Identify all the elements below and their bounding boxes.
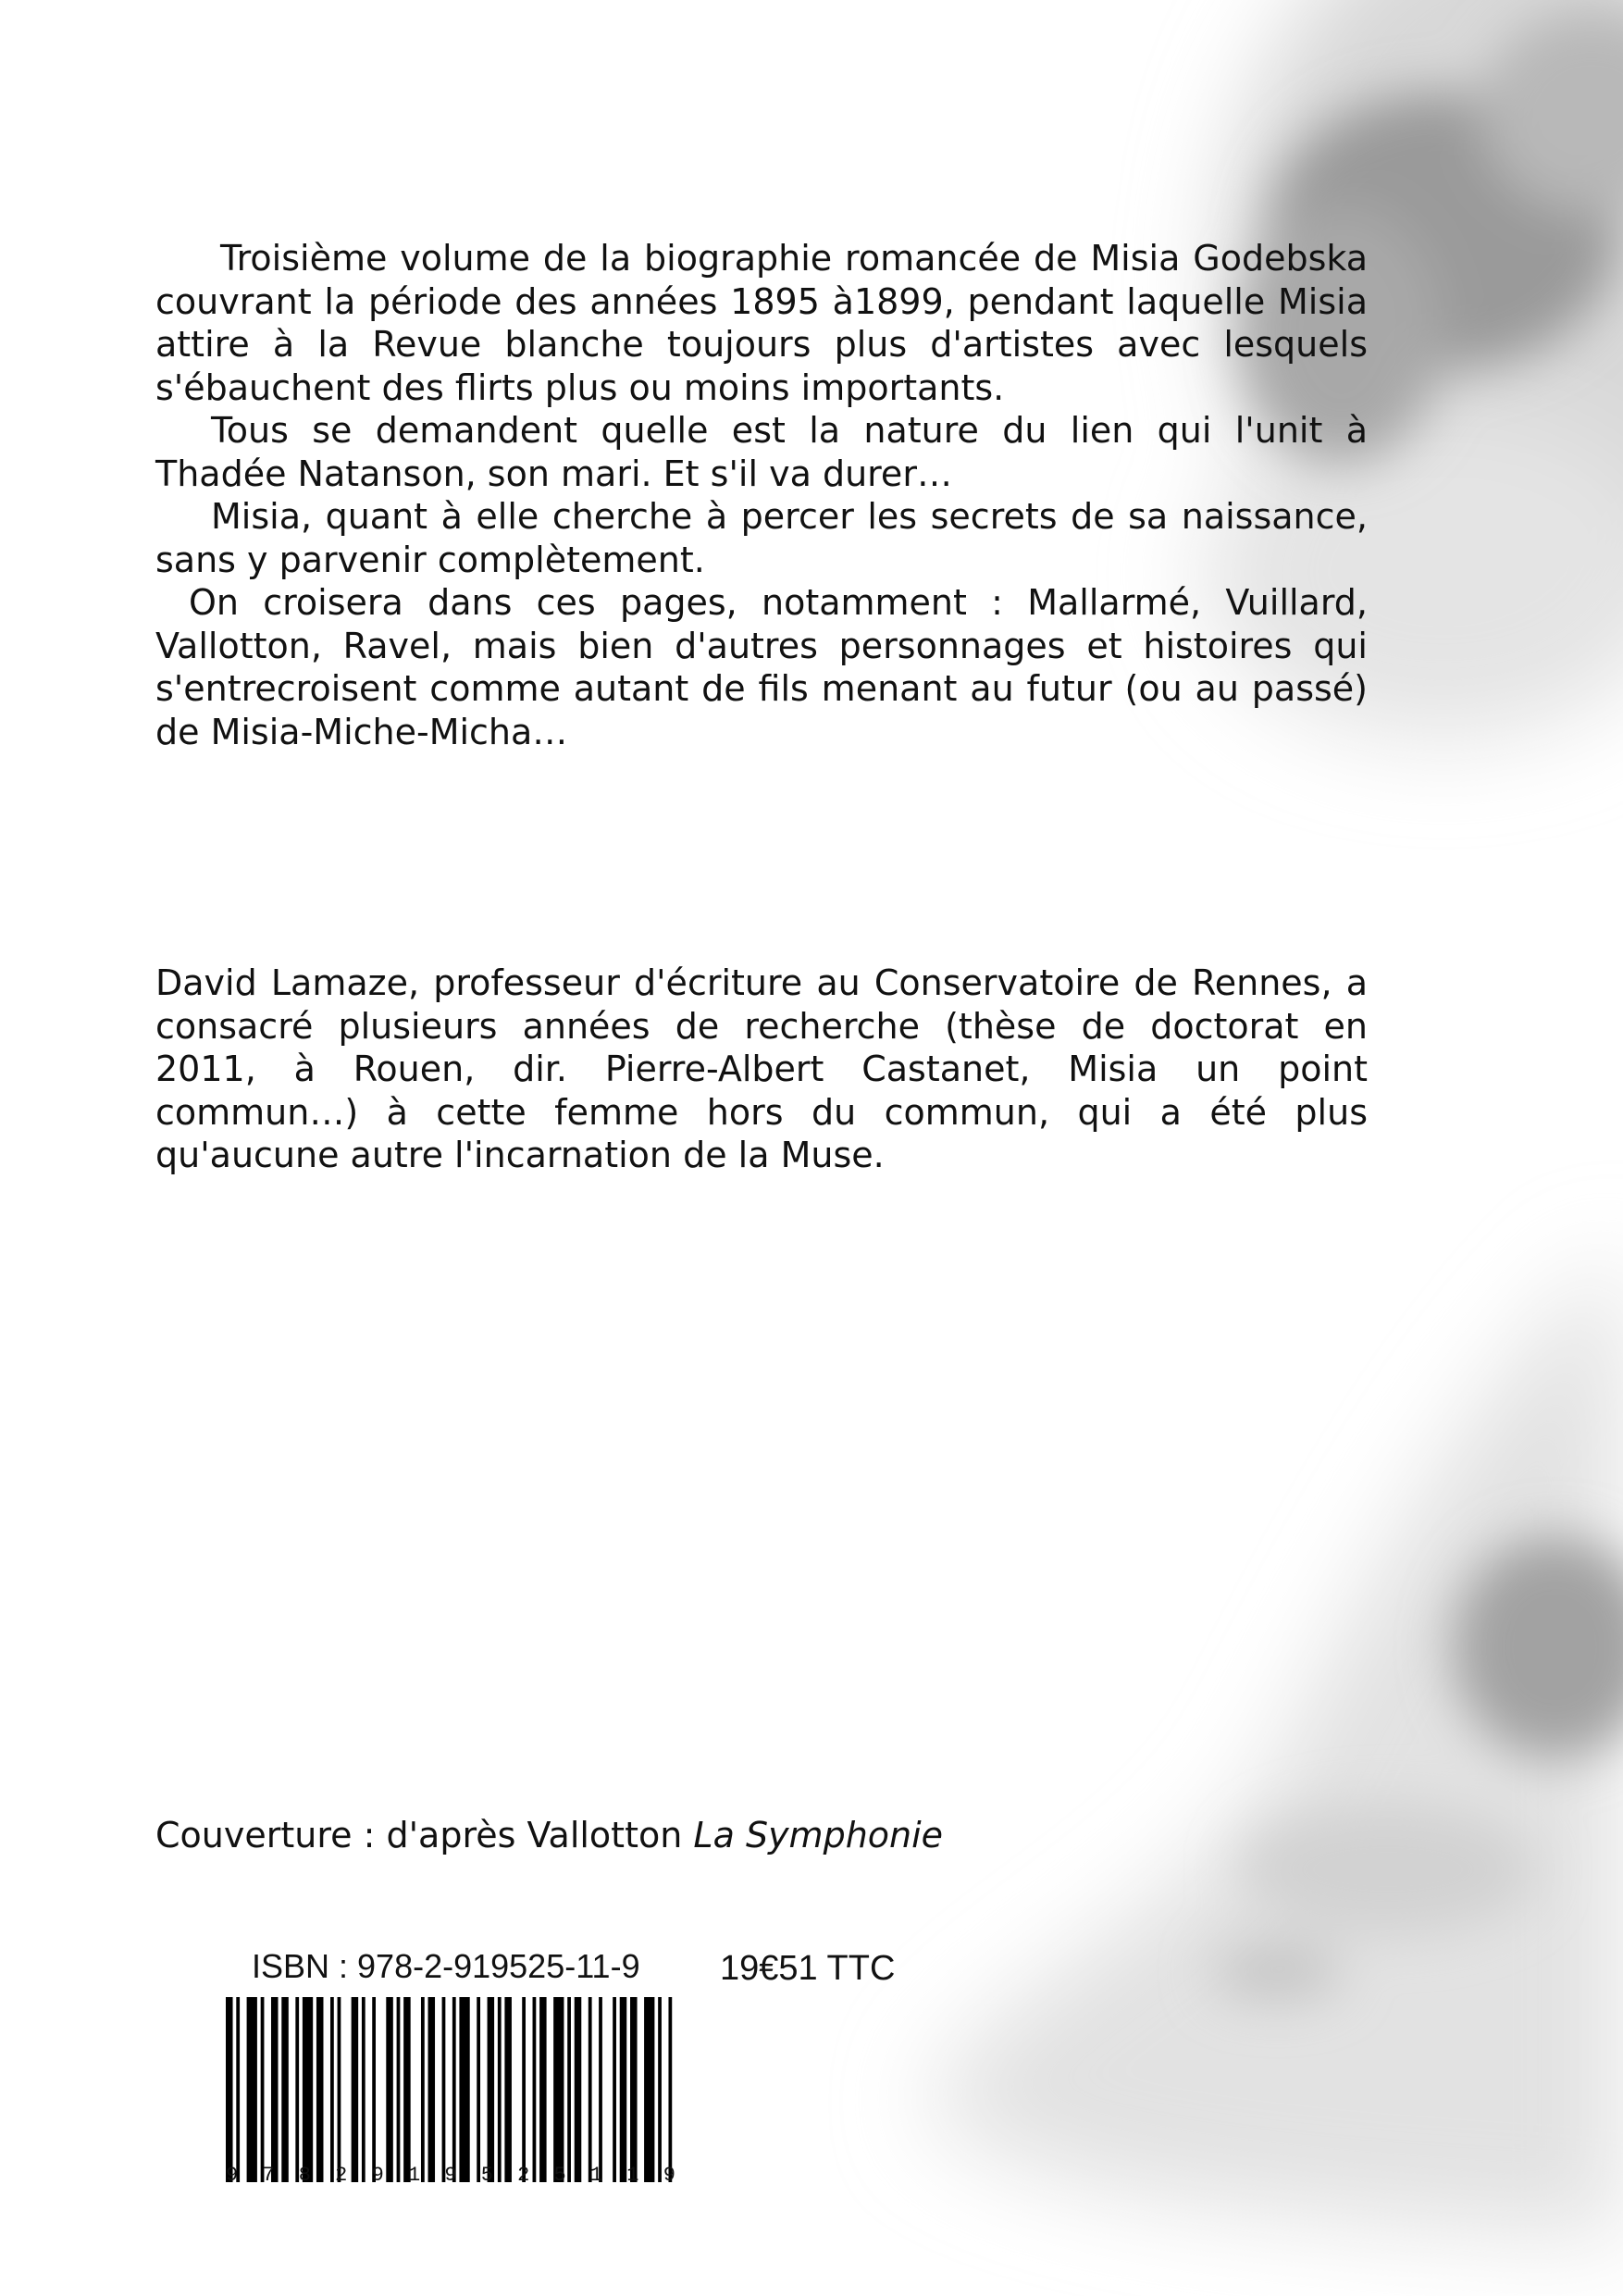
barcode-bar bbox=[281, 1997, 289, 2182]
book-blurb bbox=[155, 237, 1368, 753]
barcode-bar bbox=[295, 1997, 299, 2182]
isbn-label: ISBN : 978-2-919525-11-9 bbox=[252, 1947, 640, 1985]
barcode-digit: 2 bbox=[335, 2164, 348, 2187]
barcode-bar bbox=[428, 1997, 436, 2182]
barcode-bar bbox=[330, 1997, 334, 2182]
barcode-bar bbox=[247, 1997, 257, 2182]
barcode-bar bbox=[567, 1997, 571, 2182]
barcode-bar bbox=[421, 1997, 425, 2182]
barcode-bar bbox=[599, 1997, 602, 2182]
barcode-bar bbox=[539, 1997, 547, 2182]
barcode-digit: 1 bbox=[589, 2164, 603, 2187]
barcode-bar bbox=[644, 1997, 654, 2182]
author-bio bbox=[155, 962, 1368, 1177]
barcode-bar bbox=[553, 1997, 564, 2182]
barcode-digit: 1 bbox=[407, 2164, 421, 2187]
barcode-bar bbox=[504, 1997, 512, 2182]
barcode-digit: 9 bbox=[444, 2164, 457, 2187]
barcode-bar bbox=[372, 1997, 376, 2182]
barcode-bar bbox=[620, 1997, 627, 2182]
barcode-bar bbox=[386, 1997, 393, 2182]
blurb-paragraph: Misia, quant à elle cherche à percer les secrets de sa naissance, sans y parvenir complètement. bbox=[155, 496, 1368, 580]
barcode-digit: 9 bbox=[226, 2164, 239, 2187]
barcode-bar bbox=[498, 1997, 502, 2182]
barcode-bar bbox=[452, 1997, 456, 2182]
cover-credit bbox=[155, 1814, 943, 1856]
barcode-bar bbox=[271, 1997, 279, 2182]
blurb-paragraph: On croisera dans ces pages, notamment : Mallarmé, Vuillard, Vallotton, Ravel, mais bien d'autres personnages et histoires qui s'entrecroisent comme autant de fils menant au futur (ou au passé) de Misia-Miche-Micha… bbox=[155, 582, 1368, 752]
barcode-digit: 9 bbox=[371, 2164, 384, 2187]
barcode bbox=[226, 1997, 675, 2182]
barcode-digit: 8 bbox=[298, 2164, 311, 2187]
barcode-bar bbox=[338, 1997, 341, 2182]
barcode-digit: 5 bbox=[480, 2164, 493, 2187]
barcode-digits bbox=[226, 2164, 675, 2188]
barcode-digit: 2 bbox=[517, 2164, 530, 2187]
cover-credit-work-title: La Symphonie bbox=[693, 1815, 944, 1855]
barcode-bar bbox=[477, 1997, 480, 2182]
blurb-paragraph: Troisième volume de la biographie romancée de Misia Godebska couvrant la période des années 1895 à1899, pendant laquelle Misia attire à la Revue blanche toujours plus d'artistes avec lesquels s'ébauchent des flirts plus ou moins importants. bbox=[155, 238, 1368, 408]
barcode-bar bbox=[668, 1997, 672, 2182]
barcode-bar bbox=[522, 1997, 526, 2182]
barcode-bar bbox=[226, 1997, 233, 2182]
barcode-bar bbox=[316, 1997, 324, 2182]
blurb-paragraph: Tous se demandent quelle est la nature du lien qui l'unit à Thadée Natanson, son mari. Et s'il va durer… bbox=[155, 410, 1368, 494]
barcode-bar bbox=[658, 1997, 662, 2182]
price-label: 19€51 TTC bbox=[720, 1949, 896, 1988]
barcode-digit: 5 bbox=[553, 2164, 566, 2187]
barcode-bar bbox=[459, 1997, 469, 2182]
barcode-bar bbox=[442, 1997, 446, 2182]
barcode-bar bbox=[352, 1997, 359, 2182]
barcode-bar bbox=[397, 1997, 401, 2182]
barcode-bar bbox=[488, 1997, 495, 2182]
barcode-digit: 9 bbox=[663, 2164, 675, 2187]
barcode-bar bbox=[533, 1997, 537, 2182]
barcode-bar bbox=[630, 1997, 638, 2182]
barcode-bar bbox=[303, 1997, 313, 2182]
barcode-bar bbox=[575, 1997, 582, 2182]
barcode-bar bbox=[588, 1997, 592, 2182]
barcode-digit: 1 bbox=[626, 2164, 639, 2187]
barcode-digit: 7 bbox=[262, 2164, 275, 2187]
cover-credit-prefix: Couverture : d'après Vallotton bbox=[155, 1815, 694, 1855]
author-bio-text: David Lamaze, professeur d'écriture au Conservatoire de Rennes, a consacré plusieurs années de recherche (thèse de doctorat en 2011, à Rouen, dir. Pierre-Albert Castanet, Misia un point commun…) à cette femme hors du commun, qui a été plus qu'aucune autre l'incarnation de la Muse. bbox=[155, 962, 1368, 1175]
barcode-bar bbox=[613, 1997, 616, 2182]
barcode-bar bbox=[362, 1997, 365, 2182]
barcode-bar bbox=[236, 1997, 240, 2182]
barcode-bar bbox=[261, 1997, 265, 2182]
barcode-bar bbox=[403, 1997, 411, 2182]
